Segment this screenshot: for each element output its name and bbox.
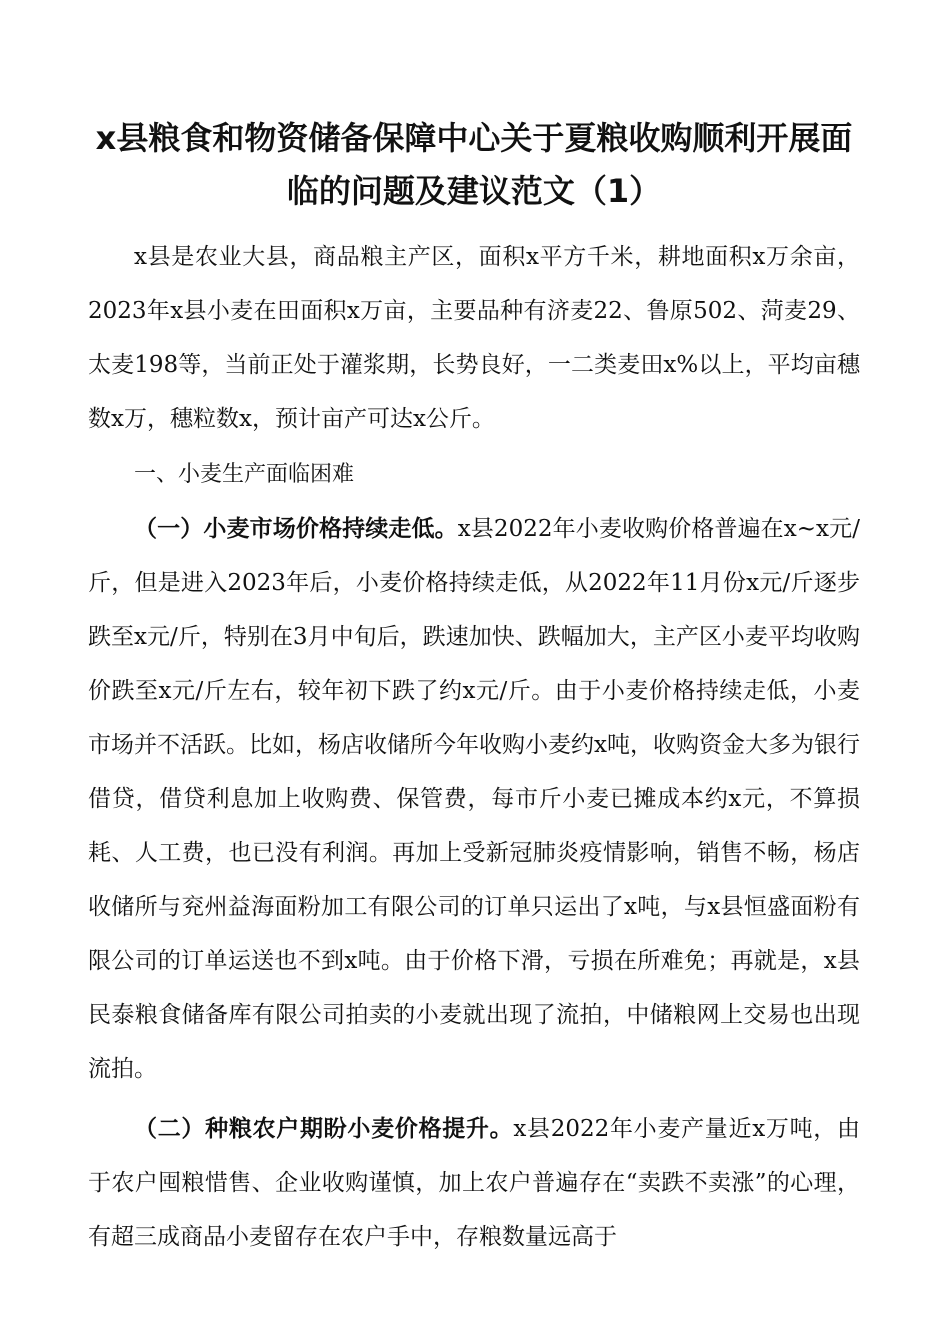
document-body bbox=[88, 230, 860, 1264]
paragraph-lead: （一）小麦市场价格持续走低。 bbox=[134, 515, 458, 542]
paragraph-text: x县2022年小麦产量近x万吨，由于农户囤粮惜售、企业收购谨慎，加上农户普遍存在“卖跌不卖涨”的心理，有超三成商品小麦留存在农户手中，存粮数量远高于 bbox=[88, 1116, 861, 1250]
document-title: x县粮食和物资储备保障中心关于夏粮收购顺利开展面临的问题及建议范文（1） bbox=[95, 119, 853, 210]
paragraph-price-decline bbox=[88, 502, 860, 1096]
paragraph-farmer-expectations bbox=[88, 1102, 860, 1264]
intro-paragraph: x县是农业大县，商品粮主产区，面积x平方千米，耕地面积x万余亩，2023年x县小麦在田面积x万亩，主要品种有济麦22、鲁原502、菏麦29、太麦198等，当前正处于灌浆期，长势良好，一二类麦田x%以上，平均亩穗数x万，穗粒数x，预计亩产可达x公斤。 bbox=[88, 244, 860, 432]
paragraph-text: x县2022年小麦收购价格普遍在x~x元/斤，但是进入2023年后，小麦价格持续走低，从2022年11月份x元/斤逐步跌至x元/斤，特别在3月中旬后，跌速加快、跌幅加大，主产区小麦平均收购价跌至x元/斤左右，较年初下跌了约x元/斤。由于小麦价格持续走低，小麦市场并不活跃。比如，杨店收储所今年收购小麦约x吨，收购资金大多为银行借贷，借贷利息加上收购费、保管费，每市斤小麦已摊成本约x元，不算损耗、人工费，也已没有利润。再加上受新冠肺炎疫情影响，销售不畅，杨店收储所与兖州益海面粉加工有限公司的订单只运出了x吨，与x县恒盛面粉有限公司的订单运送也不到x吨。由于价格下滑，亏损在所难免；再就是，x县民泰粮食储备库有限公司拍卖的小麦就出现了流拍，中储粮网上交易也出现流拍。 bbox=[88, 516, 861, 1082]
section-heading: 一、小麦生产面临困难 bbox=[134, 462, 355, 487]
paragraph-lead: （二）种粮农户期盼小麦价格提升。 bbox=[134, 1115, 514, 1142]
document-page bbox=[88, 112, 860, 1264]
